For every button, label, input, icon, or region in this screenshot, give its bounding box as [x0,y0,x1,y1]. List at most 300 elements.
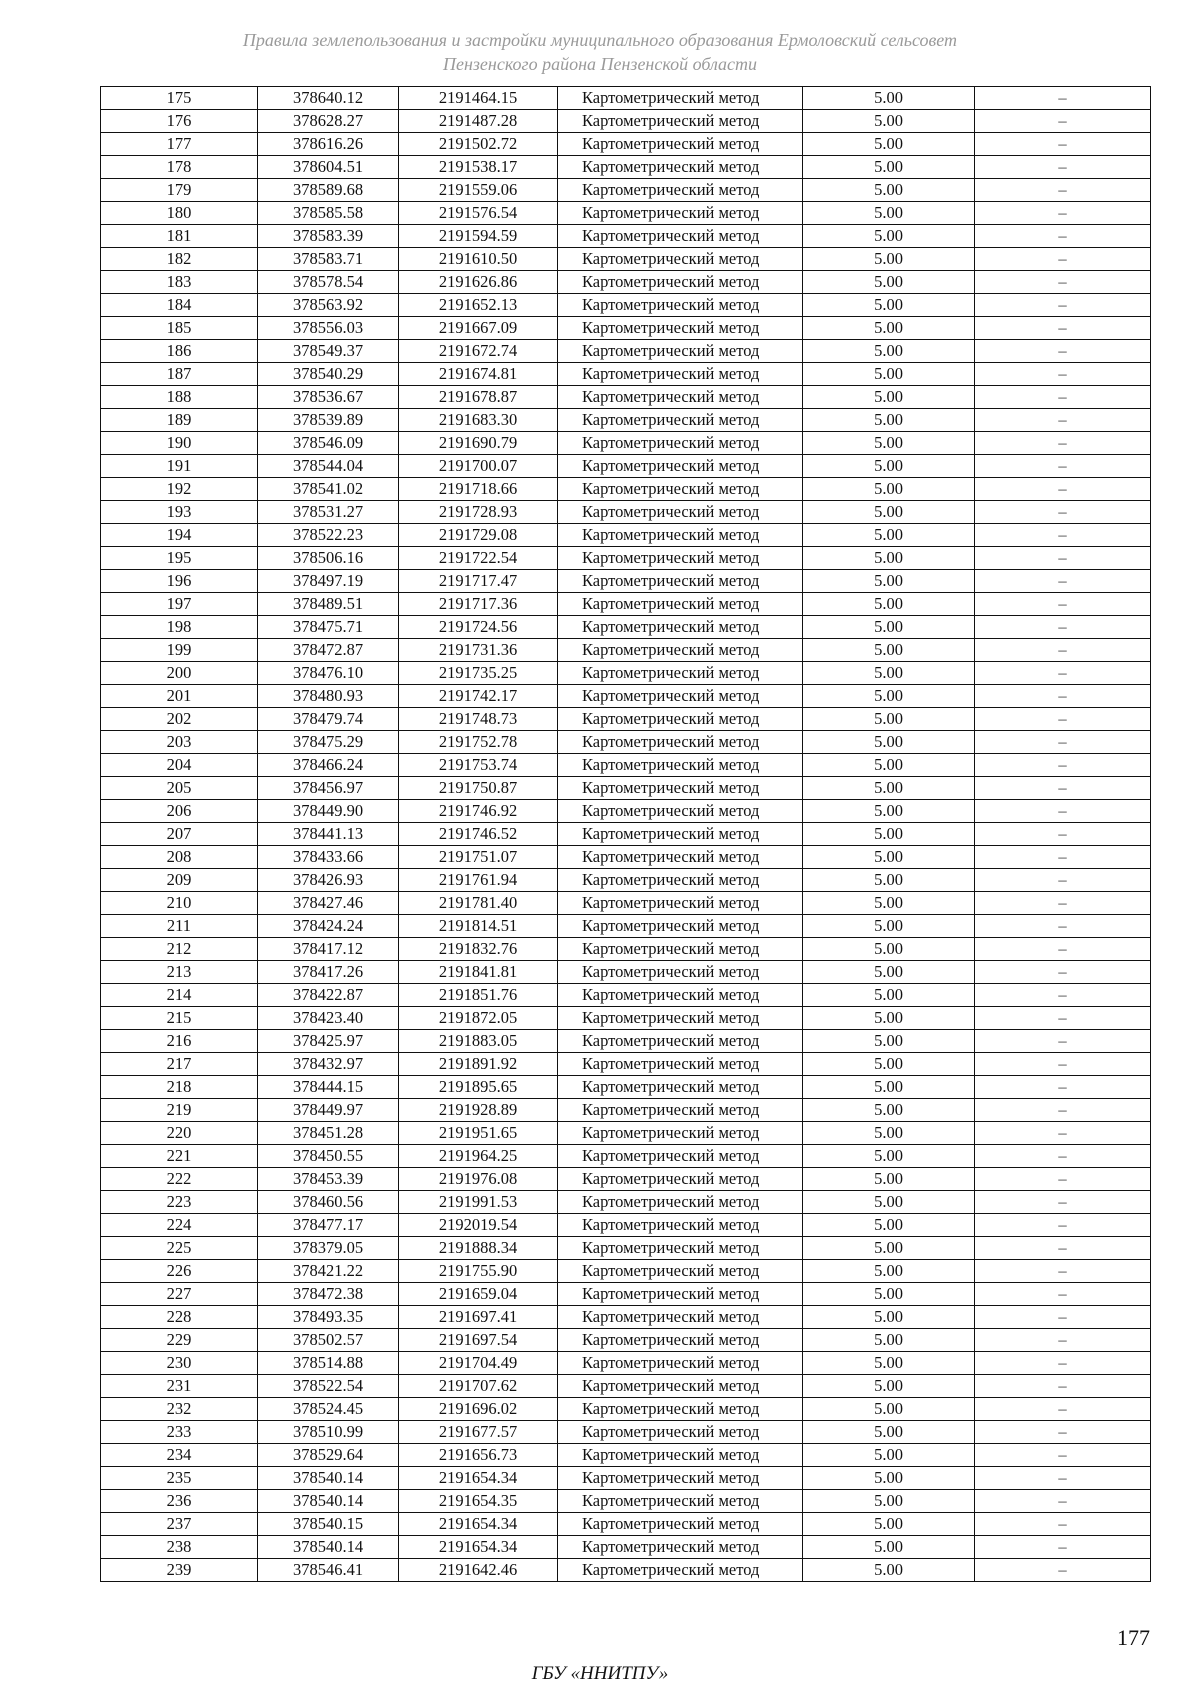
point-number-cell: 199 [101,639,258,662]
method-cell: Картометрический метод [558,892,803,915]
method-cell: Картометрический метод [558,1145,803,1168]
table-row [101,616,1151,639]
x-coordinate-cell: 378540.14 [258,1536,399,1559]
accuracy-cell: 5.00 [803,754,975,777]
method-cell: Картометрический метод [558,1421,803,1444]
x-coordinate-cell: 378546.41 [258,1559,399,1582]
note-cell: – [975,1168,1151,1191]
table-row [101,271,1151,294]
accuracy-cell: 5.00 [803,1237,975,1260]
table-row [101,248,1151,271]
method-cell: Картометрический метод [558,800,803,823]
point-number-cell: 229 [101,1329,258,1352]
accuracy-cell: 5.00 [803,133,975,156]
method-cell: Картометрический метод [558,984,803,1007]
x-coordinate-cell: 378425.97 [258,1030,399,1053]
method-cell: Картометрический метод [558,547,803,570]
note-cell: – [975,409,1151,432]
note-cell: – [975,133,1151,156]
accuracy-cell: 5.00 [803,639,975,662]
point-number-cell: 210 [101,892,258,915]
accuracy-cell: 5.00 [803,1490,975,1513]
x-coordinate-cell: 378475.29 [258,731,399,754]
method-cell: Картометрический метод [558,1122,803,1145]
accuracy-cell: 5.00 [803,1122,975,1145]
note-cell: – [975,892,1151,915]
point-number-cell: 232 [101,1398,258,1421]
point-number-cell: 231 [101,1375,258,1398]
table-row [101,1513,1151,1536]
y-coordinate-cell: 2191683.30 [399,409,558,432]
point-number-cell: 186 [101,340,258,363]
x-coordinate-cell: 378480.93 [258,685,399,708]
x-coordinate-cell: 378544.04 [258,455,399,478]
accuracy-cell: 5.00 [803,547,975,570]
point-number-cell: 197 [101,593,258,616]
method-cell: Картометрический метод [558,133,803,156]
table-row [101,409,1151,432]
accuracy-cell: 5.00 [803,662,975,685]
method-cell: Картометрический метод [558,1444,803,1467]
method-cell: Картометрический метод [558,777,803,800]
method-cell: Картометрический метод [558,1536,803,1559]
y-coordinate-cell: 2191891.92 [399,1053,558,1076]
note-cell: – [975,1260,1151,1283]
point-number-cell: 193 [101,501,258,524]
accuracy-cell: 5.00 [803,1513,975,1536]
method-cell: Картометрический метод [558,340,803,363]
table-row [101,547,1151,570]
point-number-cell: 184 [101,294,258,317]
x-coordinate-cell: 378563.92 [258,294,399,317]
x-coordinate-cell: 378628.27 [258,110,399,133]
accuracy-cell: 5.00 [803,1145,975,1168]
note-cell: – [975,616,1151,639]
y-coordinate-cell: 2191656.73 [399,1444,558,1467]
x-coordinate-cell: 378539.89 [258,409,399,432]
x-coordinate-cell: 378531.27 [258,501,399,524]
table-row [101,478,1151,501]
table-row [101,432,1151,455]
accuracy-cell: 5.00 [803,777,975,800]
y-coordinate-cell: 2191654.34 [399,1536,558,1559]
note-cell: – [975,593,1151,616]
y-coordinate-cell: 2191718.66 [399,478,558,501]
point-number-cell: 183 [101,271,258,294]
x-coordinate-cell: 378583.71 [258,248,399,271]
y-coordinate-cell: 2191928.89 [399,1099,558,1122]
y-coordinate-cell: 2191722.54 [399,547,558,570]
header-line-1: Правила землепользования и застройки муниципального образования Ермоловский сельсовет [242,30,958,50]
table-row [101,1329,1151,1352]
table-row [101,225,1151,248]
y-coordinate-cell: 2191746.52 [399,823,558,846]
x-coordinate-cell: 378426.93 [258,869,399,892]
point-number-cell: 187 [101,363,258,386]
x-coordinate-cell: 378449.90 [258,800,399,823]
method-cell: Картометрический метод [558,156,803,179]
accuracy-cell: 5.00 [803,570,975,593]
table-row [101,317,1151,340]
y-coordinate-cell: 2191951.65 [399,1122,558,1145]
x-coordinate-cell: 378421.22 [258,1260,399,1283]
y-coordinate-cell: 2191814.51 [399,915,558,938]
y-coordinate-cell: 2191781.40 [399,892,558,915]
x-coordinate-cell: 378640.12 [258,87,399,110]
note-cell: – [975,1076,1151,1099]
table-row [101,800,1151,823]
table-row [101,961,1151,984]
x-coordinate-cell: 378549.37 [258,340,399,363]
point-number-cell: 203 [101,731,258,754]
table-row [101,1260,1151,1283]
accuracy-cell: 5.00 [803,1536,975,1559]
point-number-cell: 200 [101,662,258,685]
point-number-cell: 209 [101,869,258,892]
method-cell: Картометрический метод [558,432,803,455]
accuracy-cell: 5.00 [803,409,975,432]
x-coordinate-cell: 378546.09 [258,432,399,455]
x-coordinate-cell: 378477.17 [258,1214,399,1237]
x-coordinate-cell: 378556.03 [258,317,399,340]
method-cell: Картометрический метод [558,938,803,961]
point-number-cell: 220 [101,1122,258,1145]
note-cell: – [975,1536,1151,1559]
y-coordinate-cell: 2191677.57 [399,1421,558,1444]
method-cell: Картометрический метод [558,823,803,846]
y-coordinate-cell: 2191502.72 [399,133,558,156]
y-coordinate-cell: 2191895.65 [399,1076,558,1099]
method-cell: Картометрический метод [558,1099,803,1122]
note-cell: – [975,731,1151,754]
table-row [101,1421,1151,1444]
note-cell: – [975,915,1151,938]
point-number-cell: 181 [101,225,258,248]
y-coordinate-cell: 2191888.34 [399,1237,558,1260]
note-cell: – [975,501,1151,524]
point-number-cell: 233 [101,1421,258,1444]
point-number-cell: 211 [101,915,258,938]
y-coordinate-cell: 2191626.86 [399,271,558,294]
y-coordinate-cell: 2191487.28 [399,110,558,133]
method-cell: Картометрический метод [558,1076,803,1099]
accuracy-cell: 5.00 [803,1329,975,1352]
point-number-cell: 180 [101,202,258,225]
method-cell: Картометрический метод [558,1007,803,1030]
y-coordinate-cell: 2191717.47 [399,570,558,593]
table-row [101,1306,1151,1329]
y-coordinate-cell: 2191755.90 [399,1260,558,1283]
note-cell: – [975,685,1151,708]
note-cell: – [975,984,1151,1007]
method-cell: Картометрический метод [558,754,803,777]
accuracy-cell: 5.00 [803,593,975,616]
method-cell: Картометрический метод [558,639,803,662]
y-coordinate-cell: 2191753.74 [399,754,558,777]
x-coordinate-cell: 378502.57 [258,1329,399,1352]
method-cell: Картометрический метод [558,110,803,133]
point-number-cell: 179 [101,179,258,202]
accuracy-cell: 5.00 [803,616,975,639]
accuracy-cell: 5.00 [803,938,975,961]
point-number-cell: 185 [101,317,258,340]
note-cell: – [975,340,1151,363]
point-number-cell: 239 [101,1559,258,1582]
point-number-cell: 215 [101,1007,258,1030]
method-cell: Картометрический метод [558,961,803,984]
y-coordinate-cell: 2191717.36 [399,593,558,616]
method-cell: Картометрический метод [558,1260,803,1283]
coordinates-table [100,86,1151,1582]
note-cell: – [975,317,1151,340]
y-coordinate-cell: 2191832.76 [399,938,558,961]
point-number-cell: 237 [101,1513,258,1536]
method-cell: Картометрический метод [558,1559,803,1582]
table-row [101,1444,1151,1467]
method-cell: Картометрический метод [558,1030,803,1053]
x-coordinate-cell: 378422.87 [258,984,399,1007]
y-coordinate-cell: 2191761.94 [399,869,558,892]
point-number-cell: 208 [101,846,258,869]
x-coordinate-cell: 378493.35 [258,1306,399,1329]
x-coordinate-cell: 378522.54 [258,1375,399,1398]
point-number-cell: 214 [101,984,258,1007]
y-coordinate-cell: 2191697.41 [399,1306,558,1329]
y-coordinate-cell: 2191576.54 [399,202,558,225]
point-number-cell: 218 [101,1076,258,1099]
table-row [101,340,1151,363]
method-cell: Картометрический метод [558,685,803,708]
method-cell: Картометрический метод [558,455,803,478]
accuracy-cell: 5.00 [803,1444,975,1467]
x-coordinate-cell: 378616.26 [258,133,399,156]
accuracy-cell: 5.00 [803,1260,975,1283]
y-coordinate-cell: 2191724.56 [399,616,558,639]
point-number-cell: 191 [101,455,258,478]
method-cell: Картометрический метод [558,87,803,110]
x-coordinate-cell: 378585.58 [258,202,399,225]
note-cell: – [975,777,1151,800]
table-row [101,363,1151,386]
accuracy-cell: 5.00 [803,202,975,225]
method-cell: Картометрический метод [558,294,803,317]
y-coordinate-cell: 2191610.50 [399,248,558,271]
table-row [101,524,1151,547]
x-coordinate-cell: 378417.12 [258,938,399,961]
table-row [101,1283,1151,1306]
y-coordinate-cell: 2191696.02 [399,1398,558,1421]
y-coordinate-cell: 2191964.25 [399,1145,558,1168]
accuracy-cell: 5.00 [803,1191,975,1214]
accuracy-cell: 5.00 [803,317,975,340]
note-cell: – [975,846,1151,869]
y-coordinate-cell: 2191697.54 [399,1329,558,1352]
note-cell: – [975,1444,1151,1467]
method-cell: Картометрический метод [558,1306,803,1329]
table-row [101,1191,1151,1214]
note-cell: – [975,1030,1151,1053]
table-row [101,1398,1151,1421]
point-number-cell: 189 [101,409,258,432]
point-number-cell: 225 [101,1237,258,1260]
method-cell: Картометрический метод [558,1191,803,1214]
page-number: 177 [1117,1625,1150,1650]
point-number-cell: 236 [101,1490,258,1513]
note-cell: – [975,87,1151,110]
note-cell: – [975,1306,1151,1329]
x-coordinate-cell: 378472.87 [258,639,399,662]
accuracy-cell: 5.00 [803,225,975,248]
note-cell: – [975,1352,1151,1375]
accuracy-cell: 5.00 [803,1214,975,1237]
note-cell: – [975,1490,1151,1513]
note-cell: – [975,570,1151,593]
method-cell: Картометрический метод [558,478,803,501]
accuracy-cell: 5.00 [803,984,975,1007]
y-coordinate-cell: 2191729.08 [399,524,558,547]
note-cell: – [975,1053,1151,1076]
accuracy-cell: 5.00 [803,708,975,731]
x-coordinate-cell: 378510.99 [258,1421,399,1444]
x-coordinate-cell: 378417.26 [258,961,399,984]
note-cell: – [975,225,1151,248]
x-coordinate-cell: 378536.67 [258,386,399,409]
accuracy-cell: 5.00 [803,1076,975,1099]
accuracy-cell: 5.00 [803,1030,975,1053]
accuracy-cell: 5.00 [803,294,975,317]
note-cell: – [975,1375,1151,1398]
y-coordinate-cell: 2191883.05 [399,1030,558,1053]
accuracy-cell: 5.00 [803,1421,975,1444]
point-number-cell: 206 [101,800,258,823]
table-row [101,823,1151,846]
accuracy-cell: 5.00 [803,1283,975,1306]
method-cell: Картометрический метод [558,1237,803,1260]
accuracy-cell: 5.00 [803,1168,975,1191]
x-coordinate-cell: 378466.24 [258,754,399,777]
note-cell: – [975,110,1151,133]
method-cell: Картометрический метод [558,202,803,225]
point-number-cell: 221 [101,1145,258,1168]
method-cell: Картометрический метод [558,363,803,386]
x-coordinate-cell: 378379.05 [258,1237,399,1260]
note-cell: – [975,708,1151,731]
method-cell: Картометрический метод [558,846,803,869]
method-cell: Картометрический метод [558,869,803,892]
x-coordinate-cell: 378524.45 [258,1398,399,1421]
x-coordinate-cell: 378514.88 [258,1352,399,1375]
table-row [101,938,1151,961]
y-coordinate-cell: 2191659.04 [399,1283,558,1306]
note-cell: – [975,524,1151,547]
table-row [101,685,1151,708]
accuracy-cell: 5.00 [803,1375,975,1398]
y-coordinate-cell: 2191674.81 [399,363,558,386]
note-cell: – [975,179,1151,202]
table-row [101,570,1151,593]
table-row [101,1076,1151,1099]
table-row [101,294,1151,317]
table-row [101,984,1151,1007]
y-coordinate-cell: 2191594.59 [399,225,558,248]
point-number-cell: 227 [101,1283,258,1306]
table-row [101,1352,1151,1375]
table-row [101,915,1151,938]
point-number-cell: 196 [101,570,258,593]
point-number-cell: 213 [101,961,258,984]
point-number-cell: 192 [101,478,258,501]
x-coordinate-cell: 378432.97 [258,1053,399,1076]
table-row [101,1536,1151,1559]
note-cell: – [975,754,1151,777]
y-coordinate-cell: 2192019.54 [399,1214,558,1237]
table-row [101,1375,1151,1398]
accuracy-cell: 5.00 [803,1352,975,1375]
y-coordinate-cell: 2191700.07 [399,455,558,478]
point-number-cell: 212 [101,938,258,961]
table-row [101,179,1151,202]
x-coordinate-cell: 378489.51 [258,593,399,616]
y-coordinate-cell: 2191750.87 [399,777,558,800]
point-number-cell: 201 [101,685,258,708]
x-coordinate-cell: 378451.28 [258,1122,399,1145]
x-coordinate-cell: 378540.14 [258,1490,399,1513]
accuracy-cell: 5.00 [803,1467,975,1490]
method-cell: Картометрический метод [558,1283,803,1306]
y-coordinate-cell: 2191728.93 [399,501,558,524]
note-cell: – [975,1145,1151,1168]
y-coordinate-cell: 2191735.25 [399,662,558,685]
point-number-cell: 224 [101,1214,258,1237]
x-coordinate-cell: 378460.56 [258,1191,399,1214]
note-cell: – [975,938,1151,961]
point-number-cell: 194 [101,524,258,547]
y-coordinate-cell: 2191707.62 [399,1375,558,1398]
table-row [101,202,1151,225]
note-cell: – [975,1122,1151,1145]
y-coordinate-cell: 2191667.09 [399,317,558,340]
coordinates-table-body [101,87,1151,1582]
accuracy-cell: 5.00 [803,271,975,294]
table-row [101,892,1151,915]
accuracy-cell: 5.00 [803,248,975,271]
method-cell: Картометрический метод [558,616,803,639]
table-row [101,1122,1151,1145]
note-cell: – [975,1214,1151,1237]
method-cell: Картометрический метод [558,1214,803,1237]
point-number-cell: 175 [101,87,258,110]
y-coordinate-cell: 2191678.87 [399,386,558,409]
accuracy-cell: 5.00 [803,455,975,478]
table-row [101,156,1151,179]
y-coordinate-cell: 2191704.49 [399,1352,558,1375]
note-cell: – [975,432,1151,455]
x-coordinate-cell: 378506.16 [258,547,399,570]
x-coordinate-cell: 378441.13 [258,823,399,846]
accuracy-cell: 5.00 [803,501,975,524]
method-cell: Картометрический метод [558,1053,803,1076]
table-row [101,869,1151,892]
method-cell: Картометрический метод [558,1168,803,1191]
accuracy-cell: 5.00 [803,363,975,386]
table-row [101,1053,1151,1076]
x-coordinate-cell: 378476.10 [258,662,399,685]
point-number-cell: 226 [101,1260,258,1283]
method-cell: Картометрический метод [558,1513,803,1536]
y-coordinate-cell: 2191742.17 [399,685,558,708]
accuracy-cell: 5.00 [803,179,975,202]
y-coordinate-cell: 2191672.74 [399,340,558,363]
